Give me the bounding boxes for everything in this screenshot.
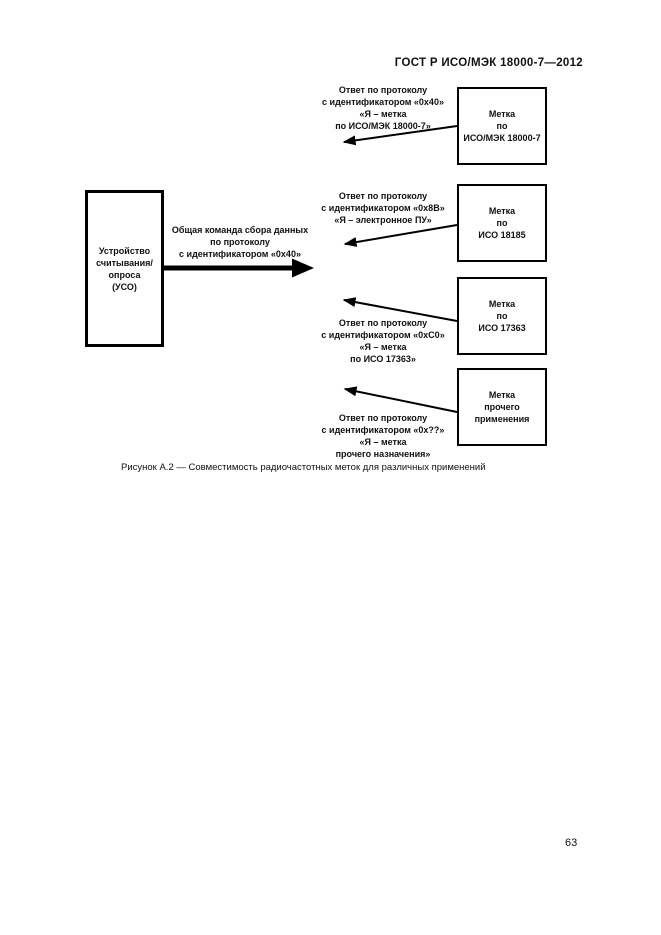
tag-box-iso-18185 <box>457 184 547 262</box>
tag-box-line: прочего <box>484 402 520 412</box>
response-label-line: Ответ по протоколу <box>338 85 428 95</box>
command-label <box>162 224 318 260</box>
response-label-line: с идентификатором «0х8В» <box>321 203 445 213</box>
tag-box-line: Метка <box>488 206 516 216</box>
response-label-line: «Я – метка <box>359 437 407 447</box>
response-label-3 <box>308 317 458 365</box>
reader-box-line: опроса <box>108 269 141 280</box>
response-label-line: «Я – метка <box>359 109 407 119</box>
response-label-line: «Я – электронное ПУ» <box>334 215 432 225</box>
response-arrow-4 <box>345 389 457 412</box>
tag-box-line: ИСО 17363 <box>478 323 526 333</box>
tag-box-line: по <box>496 311 508 321</box>
response-label-line: Ответ по протоколу <box>338 413 428 423</box>
tag-box-line: применения <box>474 414 530 424</box>
command-label-line: по протоколу <box>210 237 270 247</box>
response-label-line: по ИСО/МЭК 18000-7» <box>335 121 431 131</box>
tag-box-other <box>457 368 547 446</box>
command-label-line: с идентификатором «0х40» <box>179 249 301 259</box>
response-label-line: Ответ по протоколу <box>338 191 428 201</box>
command-arrow <box>164 259 314 278</box>
tag-box-iso-iec-18000-7 <box>457 87 547 165</box>
tag-box-line: Метка <box>488 390 516 400</box>
response-label-2 <box>308 190 458 226</box>
tag-box-line: Метка <box>488 109 516 119</box>
response-label-1 <box>308 84 458 132</box>
figure-caption: Рисунок А.2 — Совместимость радиочастотных меток для различных применений <box>121 462 486 473</box>
response-label-4 <box>308 412 458 460</box>
reader-box-line: (УСО) <box>112 281 137 292</box>
response-arrow-2 <box>345 225 457 244</box>
tag-box-line: Метка <box>488 299 516 309</box>
tag-box-line: по <box>496 121 508 131</box>
page-number: 63 <box>565 837 578 849</box>
response-label-line: «Я – метка <box>359 342 407 352</box>
tag-box-line: ИСО 18185 <box>478 230 526 240</box>
reader-box-line: Устройство <box>98 245 151 256</box>
tag-box-line: ИСО/МЭК 18000-7 <box>463 133 541 143</box>
reader-box <box>85 190 164 347</box>
response-label-line: с идентификатором «0х40» <box>322 97 444 107</box>
reader-box-line: считывания/ <box>96 257 153 268</box>
response-label-line: Ответ по протоколу <box>338 318 428 328</box>
response-label-line: с идентификатором «0х??» <box>321 425 445 435</box>
page-header: ГОСТ Р ИСО/МЭК 18000-7—2012 <box>394 57 583 69</box>
tag-box-line: по <box>496 218 508 228</box>
tag-box-iso-17363 <box>457 277 547 355</box>
response-label-line: прочего назначения» <box>335 449 431 459</box>
command-label-line: Общая команда сбора данных <box>171 225 309 235</box>
response-label-line: по ИСО 17363» <box>350 354 416 364</box>
response-label-line: с идентификатором «0хС0» <box>321 330 445 340</box>
